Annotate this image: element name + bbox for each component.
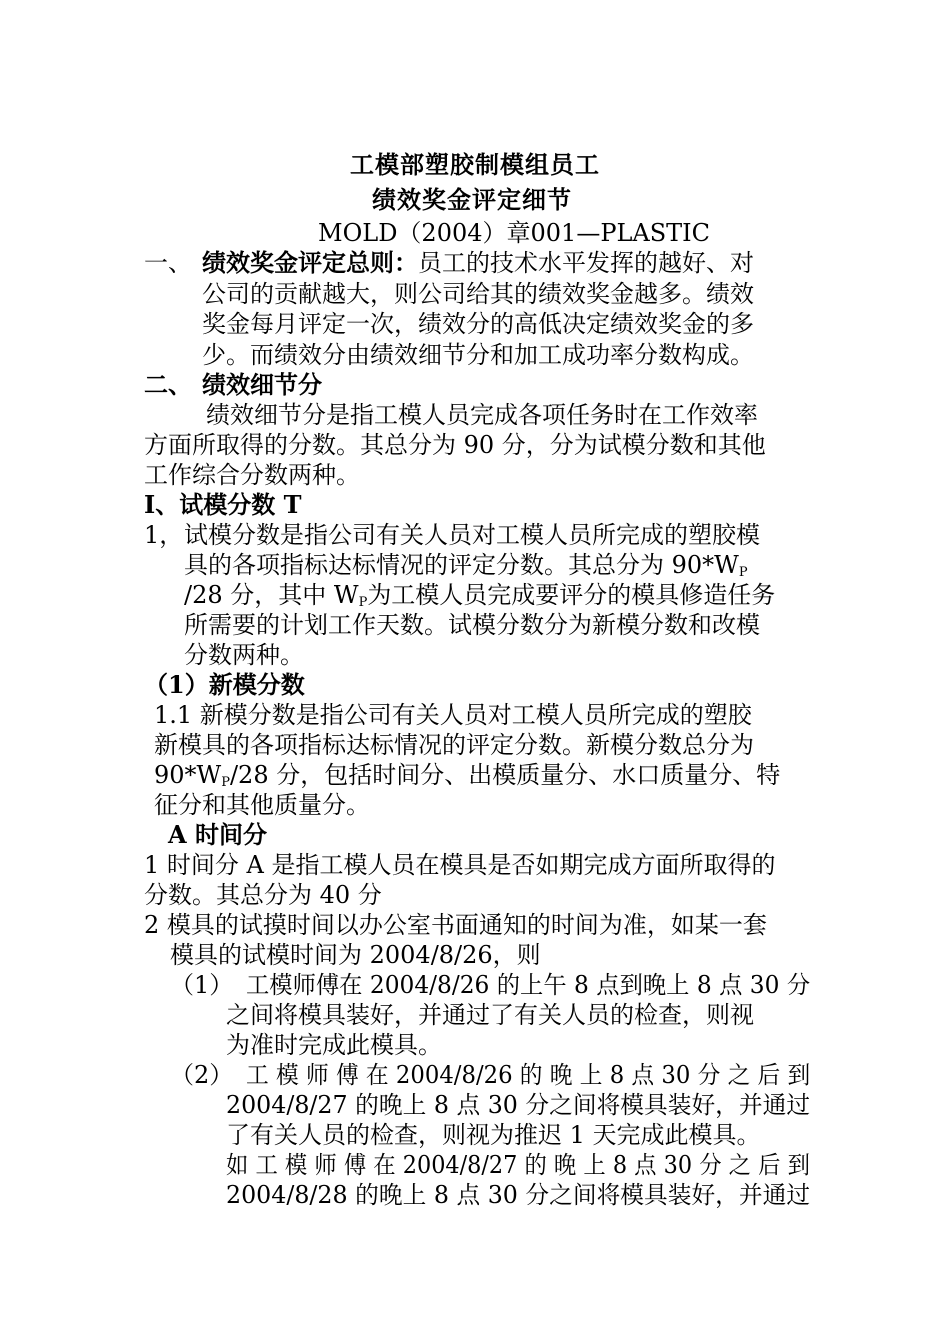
item1-line2: 之间将模具装好，并通过了有关人员的检查，则视 (226, 1001, 754, 1029)
secI-heading: I、试模分数 T (144, 490, 302, 519)
secI-line3 (184, 580, 775, 611)
subscript-p: P (221, 775, 230, 790)
doc-title-line1: 工模部塑胶制模组员工 (350, 150, 600, 179)
item1-marker: （1） (170, 971, 234, 999)
item2-line1: 工 模 师 傅 在 2004/8/26 的 晚 上 8 点 30 分 之 后 到 (246, 1061, 811, 1089)
item2-line3: 了有关人员的检查，则视为推迟 1 天完成此模具。 (226, 1121, 761, 1149)
item2-line4: 如 工 模 师 傅 在 2004/8/27 的 晚 上 8 点 30 分 之 后 到 (226, 1151, 810, 1179)
sec1-line1 (202, 248, 754, 279)
new-mold-line2: 新模具的各项指标达标情况的评定分数。新模分数总分为 (154, 731, 754, 759)
new-mold-line3-b: /28 分，包括时间分、出模质量分、水口质量分、特 (229, 761, 781, 789)
subscript-p: P (738, 565, 748, 580)
secI-line2-text: 具的各项指标达标情况的评定分数。其总分为 90*W (184, 551, 739, 579)
new-mold-line4: 征分和其他质量分。 (154, 791, 370, 819)
time-score-p2-line2: 模具的试模时间为 2004/8/26，则 (170, 941, 541, 969)
secI-marker: 1， (144, 521, 184, 549)
sec1-line3: 奖金每月评定一次，绩效分的高低决定绩效奖金的多 (202, 310, 754, 338)
sec1-marker: 一、 (144, 249, 192, 277)
item2-line5: 2004/8/28 的晚上 8 点 30 分之间将模具装好，并通过 (226, 1181, 811, 1209)
sec2-para-line1: 绩效细节分是指工模人员完成各项任务时在工作效率 (206, 401, 758, 429)
new-mold-line1: 1.1 新模分数是指公司有关人员对工模人员所完成的塑胶 (154, 701, 752, 729)
sec1-line4: 少。而绩效分由绩效细节分和加工成功率分数构成。 (202, 341, 754, 369)
secI-line4: 所需要的计划工作天数。试模分数分为新模分数和改模 (184, 611, 760, 639)
sec2-para-line3: 工作综合分数两种。 (144, 461, 360, 489)
sec2-para-line2: 方面所取得的分数。其总分为 90 分，分为试模分数和其他 (144, 431, 766, 459)
sec2-heading: 绩效细节分 (202, 370, 322, 399)
new-mold-heading: （1）新模分数 (144, 670, 305, 699)
new-mold-line3 (154, 760, 780, 791)
time-score-p1-line2: 分数。其总分为 40 分 (144, 881, 382, 909)
secI-line1: 试模分数是指公司有关人员对工模人员所完成的塑胶模 (184, 521, 760, 549)
time-score-heading: A 时间分 (168, 820, 267, 849)
time-score-p1-line1: 1 时间分 A 是指工模人员在模具是否如期完成方面所取得的 (144, 851, 776, 879)
secI-line3-a: /28 分，其中 W (184, 581, 359, 609)
item2-line2: 2004/8/27 的晚上 8 点 30 分之间将模具装好，并通过 (226, 1091, 811, 1119)
item1-line3: 为准时完成此模具。 (226, 1031, 442, 1059)
secI-line2 (184, 550, 748, 581)
doc-code: MOLD（2004）章001—PLASTIC (318, 219, 711, 247)
secI-line5: 分数两种。 (184, 641, 304, 669)
sec1-heading: 绩效奖金评定总则： (202, 248, 418, 277)
secI-line3-b: 为工模人员完成要评分的模具修造任务 (367, 581, 776, 609)
sec1-line2: 公司的贡献越大，则公司给其的绩效奖金越多。绩效 (202, 280, 754, 308)
item1-line1: 工模师傅在 2004/8/26 的上午 8 点到晚上 8 点 30 分 (246, 971, 811, 999)
doc-title-line2: 绩效奖金评定细节 (372, 185, 572, 214)
subscript-p: P (358, 595, 368, 610)
sec1-line1-rest: 员工的技术水平发挥的越好、对 (418, 249, 754, 277)
item2-marker: （2） (170, 1061, 234, 1089)
time-score-p2-line1: 2 模具的试摸时间以办公室书面通知的时间为准，如某一套 (144, 911, 767, 939)
sec2-marker: 二、 (144, 370, 192, 399)
new-mold-line3-a: 90*W (154, 761, 222, 789)
